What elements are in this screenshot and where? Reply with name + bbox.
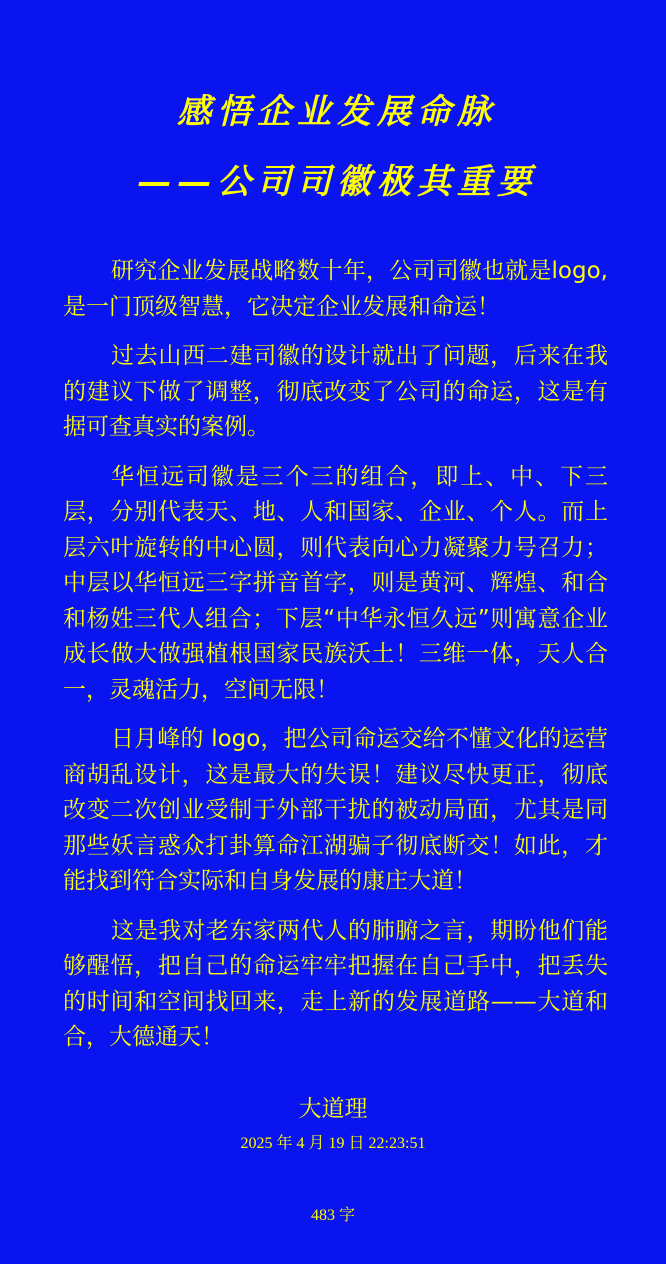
timestamp: 2025 年 4 月 19 日 22:23:51: [240, 1135, 426, 1152]
word-count: 483 字: [310, 1207, 355, 1224]
paragraph-3: 华恒远司徽是三个三的组合，即上、中、下三层，分别代表天、地、人和国家、企业、个人。而上层六叶旋转的中心圆，则代表向心力凝聚力号召力；中层以华恒远三字拼音首字，则是黄河、辉煌、和合和杨姓三代人组合；下层“中华永恒久远”则寓意企业成长做大做强植根国家民族沃土！三维一体，天人合一，灵魂活力，空间无限！: [63, 463, 608, 703]
paragraph-2: 过去山西二建司徽的设计就出了问题，后来在我的建议下做了调整，彻底改变了公司的命运，这是有据可查真实的案例。: [63, 343, 608, 440]
paragraph-1: 研究企业发展战略数十年，公司司徽也就是logo,是一门顶级智慧，它决定企业发展和命运！: [63, 258, 608, 320]
title-line-2: ——公司司徽极其重要: [137, 162, 537, 202]
title-line-1: 感悟企业发展命脉: [177, 92, 497, 132]
paragraph-5: 这是我对老东家两代人的肺腑之言，期盼他们能够醒悟，把自己的命运牢牢把握在自己手中，把丢失的时间和空间找回来，走上新的发展道路——大道和合，大德通天！: [63, 917, 608, 1050]
article-body: [63, 254, 608, 1070]
paragraph-4: 日月峰的 logo，把公司命运交给不懂文化的运营商胡乱设计，这是最大的失误！建议尽快更正，彻底改变二次创业受制于外部干扰的被动局面，尤其是同那些妖言惑众打卦算命江湖骗子彻底断交！如此，才能找到符合实际和自身发展的康庄大道！: [63, 726, 608, 894]
author-signature: 大道理: [298, 1096, 368, 1122]
